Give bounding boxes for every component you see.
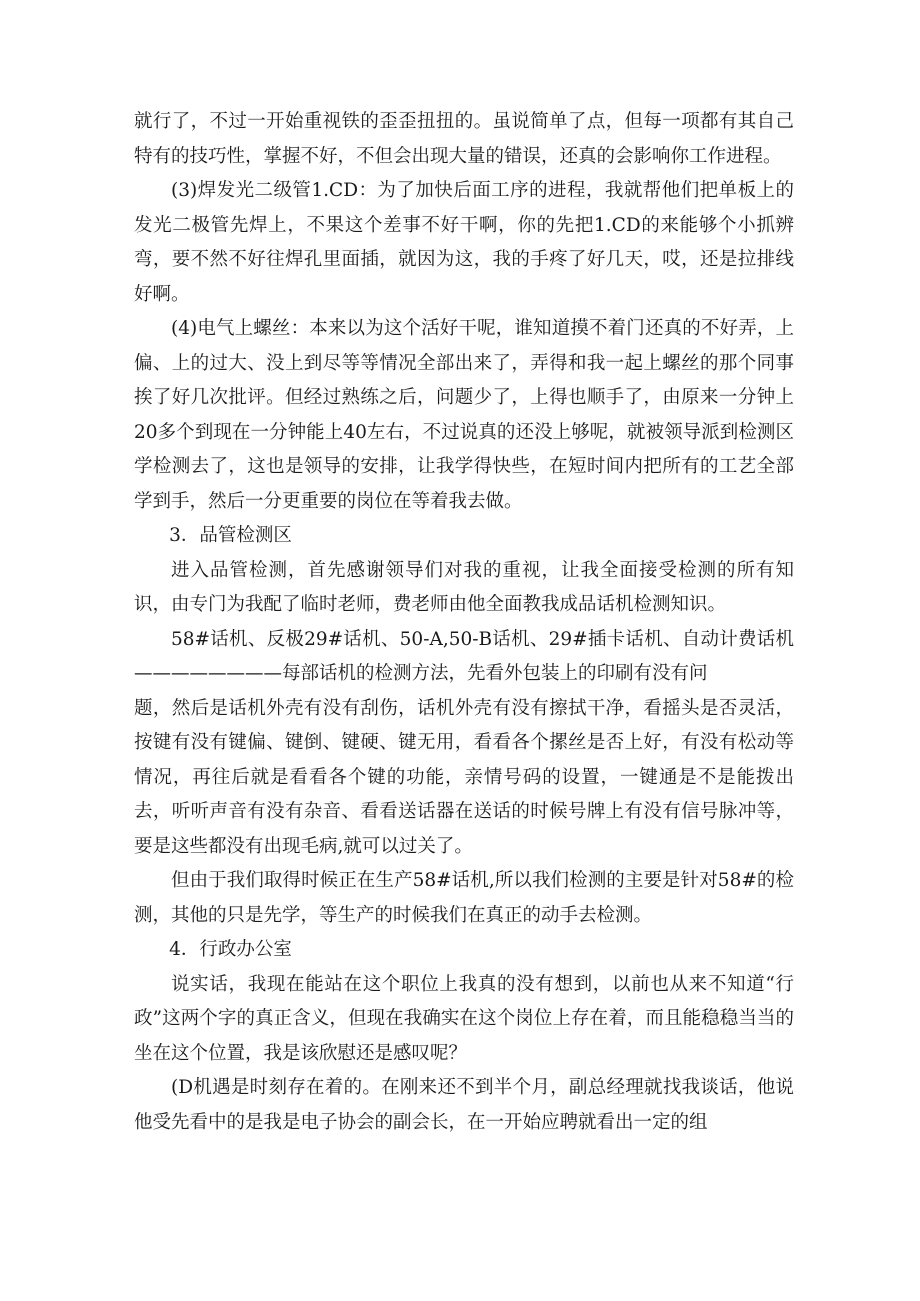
paragraph-quality-intro: 进入品管检测，首先感谢领导们对我的重视，让我全面接受检测的所有知识，由专门为我配了临时老师，费老师由他全面教我成品话机检测知识。 — [134, 559, 794, 615]
paragraph-inspection-steps: 题，然后是话机外壳有没有刮伤，话机外壳有没有擦拭干净，看摇头是否灵活，按键有没有键偏、键倒、键硬、键无用，看看各个摞丝是否上好，有没有松动等情况，再往后就是看看各个键的功能，亲情号码的设置，一键通是不是能拨出去，听听声音有没有杂音、看看送话器在送话的时候号牌上有没有信号脉冲等，要是这些都没有出现毛病,就可以过关了。 — [134, 697, 794, 857]
paragraph-item-3-led-soldering: (3)焊发光二级管1.CD：为了加快后面工序的进程，我就帮他们把单板上的发光二极管先焊上，不果这个差事不好干啊，你的先把1.CD的来能够个小抓辨弯，要不然不好往焊孔里面插，就因为这，我的手疼了好几天，哎，还是拉排线好啊。 — [134, 180, 794, 305]
section-heading-admin-office: 4．行政办公室 — [169, 939, 292, 960]
section-heading-quality-inspection: 3．品管检测区 — [169, 525, 292, 546]
paragraph-admin-intro: 说实话，我现在能站在这个职位上我真的没有想到，以前也从来不知道“行政”这两个字的真正含义，但现在我确实在这个岗位上存在着，而且能稳稳当当的坐在这个位置，我是该欣慰还是感叹呢？ — [134, 973, 794, 1064]
paragraph-opportunity: (D机遇是时刻存在着的。在刚来还不到半个月，副总经理就找我谈话，他说他受先看中的是我是电子协会的副会长，在一开始应聘就看出一定的组 — [134, 1077, 794, 1133]
paragraph-58-focus: 但由于我们取得时候正在生产58#话机,所以我们检测的主要是针对58#的检测，其他的只是先学，等生产的时候我们在真正的动手去检测。 — [134, 870, 794, 926]
document-body — [134, 105, 794, 1140]
paragraph-item-4-screw-assembly: (4)电气上螺丝：本来以为这个活好干呢，谁知道摸不着门还真的不好弄，上偏、上的过大、没上到尽等等情况全部出来了，弄得和我一起上螺丝的那个同事挨了好几次批评。但经过熟练之后，问题少了，上得也顺手了，由原来一分钟上20多个到现在一分钟能上40左右，不过说真的还没上够呢，就被领导派到检测区学检测去了，这也是领导的安排，让我学得快些，在短时间内把所有的工艺全部学到手，然后一分更重要的岗位在等着我去做。 — [134, 318, 794, 512]
paragraph-continuation: 就行了，不过一开始重视铁的歪歪扭扭的。虽说简单了点，但每一项都有其自己特有的技巧性，掌握不好，不但会出现大量的错误，还真的会影响你工作进程。 — [134, 111, 794, 167]
paragraph-phone-models: 58#话机、反极29#话机、50-A,50-B话机、29#插卡话机、自动计费话机————————每部话机的检测方法，先看外包装上的印刷有没有问 — [134, 628, 794, 684]
